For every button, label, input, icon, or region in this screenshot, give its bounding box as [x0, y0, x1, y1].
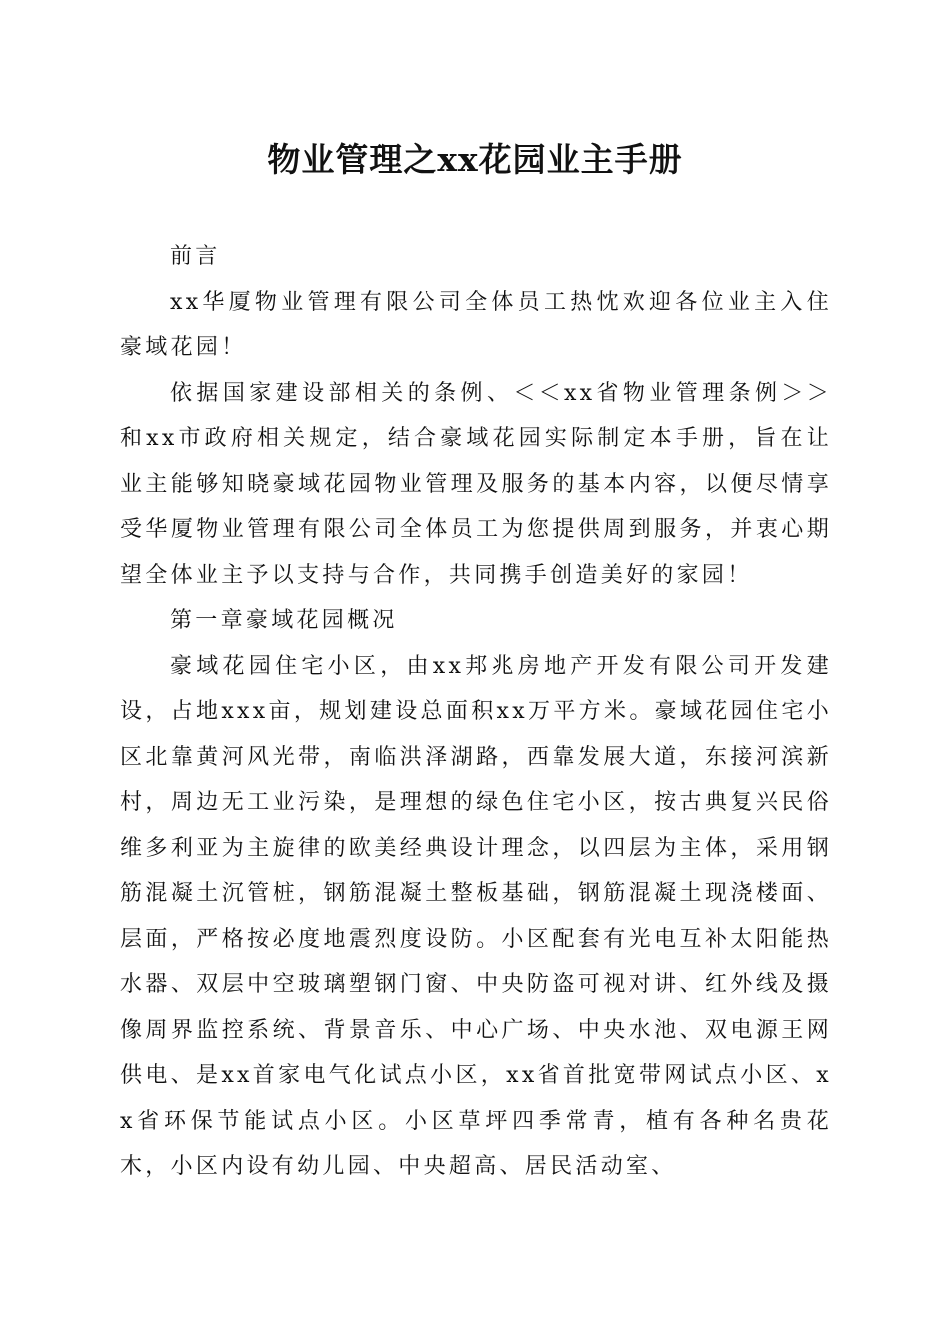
- welcome-paragraph: xx华厦物业管理有限公司全体员工热忱欢迎各位业主入住豪域花园！: [120, 289, 832, 360]
- chapter-one-heading: 第一章豪域花园概况: [170, 608, 398, 633]
- document-body: [120, 234, 832, 1190]
- preface-heading: 前言: [170, 244, 221, 269]
- overview-paragraph: 豪域花园住宅小区，由xx邦兆房地产开发有限公司开发建设，占地xxx亩，规划建设总面积xx万平方米。豪域花园住宅小区北靠黄河风光带，南临洪泽湖路，西靠发展大道，东接河滨新村，周边无工业污染，是理想的绿色住宅小区，按古典复兴民俗维多利亚为主旋律的欧美经典设计理念，以四层为主体，采用钢筋混凝土沉管桩，钢筋混凝土整板基础，钢筋混凝土现浇楼面、层面，严格按必度地震烈度设防。小区配套有光电互补太阳能热水器、双层中空玻璃塑钢门窗、中央防盗可视对讲、红外线及摄像周界监控系统、背景音乐、中心广场、中央水池、双电源王网供电、是xx首家电气化试点小区，xx省首批宽带网试点小区、xx省环保节能试点小区。小区草坪四季常青，植有各种名贵花木，小区内设有幼儿园、中央超高、居民活动室、: [120, 653, 832, 1179]
- purpose-paragraph: 依据国家建设部相关的条例、＜＜xx省物业管理条例＞＞和xx市政府相关规定，结合豪域花园实际制定本手册，旨在让业主能够知晓豪域花园物业管理及服务的基本内容，以便尽情享受华厦物业管理有限公司全体员工为您提供周到服务，并衷心期望全体业主予以支持与合作，共同携手创造美好的家园！: [120, 380, 832, 588]
- document-title: 物业管理之xx花园业主手册: [267, 140, 683, 179]
